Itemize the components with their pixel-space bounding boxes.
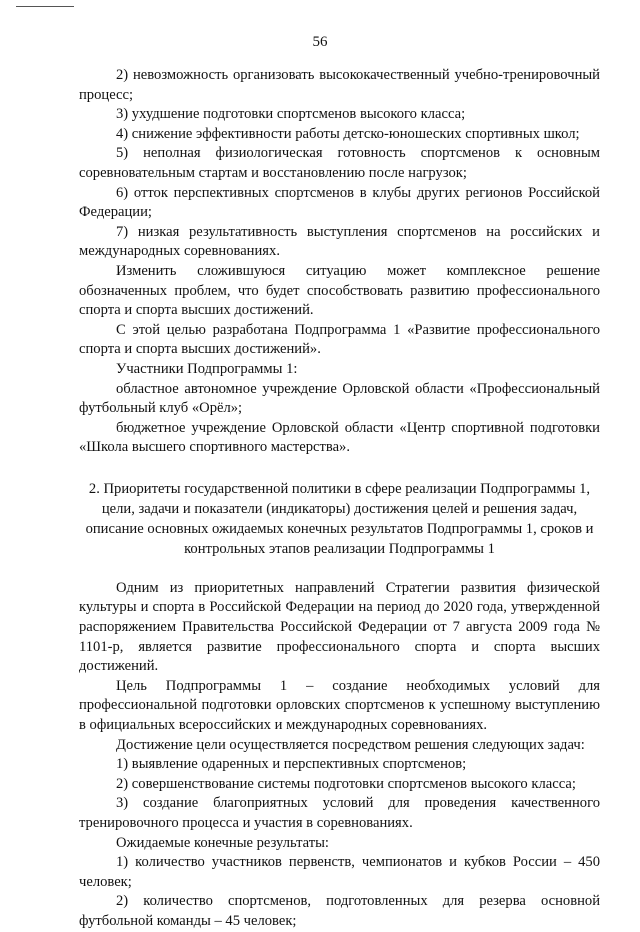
page-number: 56 — [312, 34, 328, 50]
list-item: 4) снижение эффективности работы детско-юношеских спортивных школ; — [116, 125, 580, 142]
paragraph-strategy: Одним из приоритетных направлений Стратегии развития физической культуры и спорта в Российской Федерации на период до 2020 года, утвержденной распоряжением Правительства Российской Федерации от 7 августа 2009 года № 1101-р, является развитие профессионального спорта и спорта высших достижений. — [79, 579, 600, 675]
section-heading: 2. Приоритеты государственной политики в сфере реализации Подпрограммы 1, цели, задачи и показатели (индикаторы) достижения целей и решения задач, описание основных ожидаемых конечных результатов Подпрограммы 1, сроков и контрольных этапов реализации Подпрограммы 1 — [85, 480, 594, 557]
task-item: 2) совершенствование системы подготовки спортсменов высокого класса; — [116, 775, 576, 792]
paragraph-goal: Цель Подпрограммы 1 – создание необходимых условий для профессиональной подготовки орловских спортсменов к успешному выступлению в официальных всероссийских и международных соревнованиях. — [79, 677, 600, 734]
list-item: 3) ухудшение подготовки спортсменов высокого класса; — [116, 106, 466, 123]
list-item: 6) отток перспективных спортсменов в клубы других регионов Российской Федерации; — [79, 184, 600, 221]
participant-item: областное автономное учреждение Орловской области «Профессиональный футбольный клуб «Орёл»; — [79, 380, 600, 417]
scan-edge-mark — [16, 6, 74, 7]
participants-title: Участники Подпрограммы 1: — [116, 360, 298, 377]
task-item: 1) выявление одаренных и перспективных спортсменов; — [116, 756, 467, 773]
spacer — [79, 559, 600, 579]
result-item: 1) количество участников первенств, чемпионатов и кубков России – 450 человек; — [79, 854, 600, 890]
spacer — [79, 458, 600, 479]
result-item: 2) количество спортсменов, подготовленных для резерва основной футбольной команды – 45 человек; — [79, 893, 600, 929]
paragraph-purpose: С этой целью разработана Подпрограмма 1 «Развитие профессионального спорта и спорта высших достижений». — [79, 321, 600, 358]
list-item: 5) неполная физиологическая готовность спортсменов к основным соревновательным стартам и восстановлению после нагрузок; — [79, 145, 600, 181]
list-item: 2) невозможность организовать высококачественный учебно-тренировочный процесс; — [79, 67, 600, 103]
results-title: Ожидаемые конечные результаты: — [116, 834, 329, 851]
paragraph-tasks-intro: Достижение цели осуществляется посредством решения следующих задач: — [116, 736, 585, 753]
list-item: 7) низкая результативность выступления спортсменов на российских и международных соревнованиях. — [79, 223, 600, 260]
task-item: 3) создание благоприятных условий для проведения качественного тренировочного процесса и участия в соревнованиях. — [79, 795, 600, 831]
participant-item: бюджетное учреждение Орловской области «Центр спортивной подготовки «Школа высшего спортивного мастерства». — [79, 419, 600, 456]
paragraph-change: Изменить сложившуюся ситуацию может комплексное решение обозначенных проблем, что будет способствовать развитию профессионального спорта и спорта высших достижений. — [79, 262, 600, 319]
document-body — [79, 66, 600, 932]
